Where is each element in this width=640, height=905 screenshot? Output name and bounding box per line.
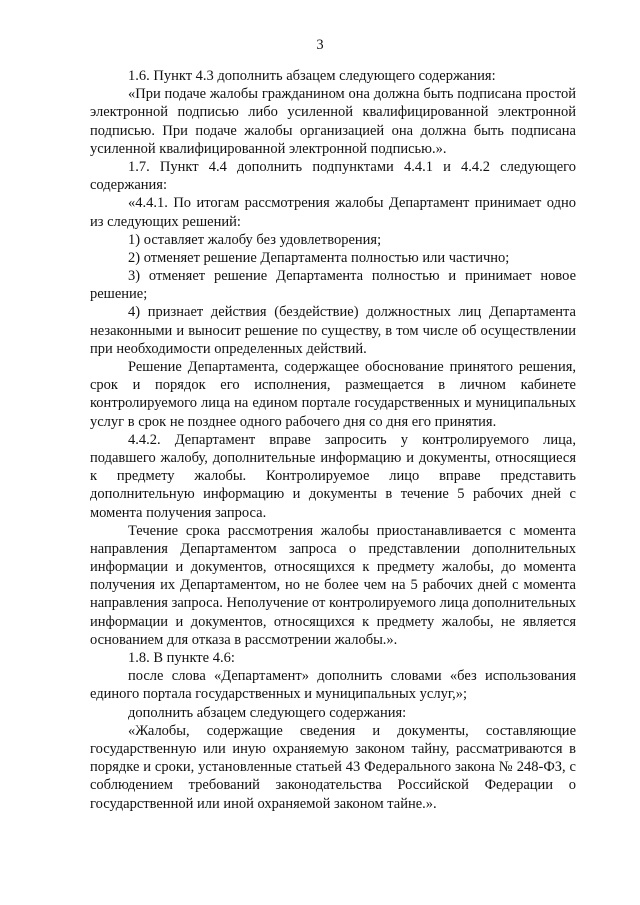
- paragraph: Решение Департамента, содержащее обоснование принятого решения, срок и порядок его исполнения, размещается в личном кабинете контролируемого лица на едином портале государственных и муниципальных услуг в срок не позднее одного рабочего дня со дня его принятия.: [90, 359, 576, 430]
- paragraph: дополнить абзацем следующего содержания:: [128, 704, 407, 721]
- paragraph: «4.4.1. По итогам рассмотрения жалобы Департамент принимает одно из следующих решений:: [90, 195, 576, 230]
- paragraph: после слова «Департамент» дополнить словами «без использования единого портала государственных и муниципальных услуг,»;: [90, 668, 576, 703]
- paragraph: 1.8. В пункте 4.6:: [128, 650, 235, 666]
- paragraph: 4) признает действия (бездействие) должностных лиц Департамента незаконными и выносит решение по существу, в том числе об осуществлении при необходимости определенных действий.: [90, 304, 576, 357]
- paragraph: 1.6. Пункт 4.3 дополнить абзацем следующего содержания:: [128, 68, 496, 84]
- page-number: 3: [316, 37, 324, 53]
- paragraph: 4.4.2. Департамент вправе запросить у контролируемого лица, подавшего жалобу, дополнительные информацию и документы, относящиеся к предмету жалобы. Контролируемое лицо вправе представить дополнительную информацию и документы в течение 5 рабочих дней с момента получения запроса.: [90, 431, 576, 521]
- paragraph: 3) отменяет решение Департамента полностью и принимает новое решение;: [90, 268, 576, 303]
- paragraph: 1.7. Пункт 4.4 дополнить подпунктами 4.4.1 и 4.4.2 следующего содержания:: [90, 158, 576, 194]
- paragraph: 1) оставляет жалобу без удовлетворения;: [128, 231, 382, 248]
- paragraph: Течение срока рассмотрения жалобы приостанавливается с момента направления Департаментом запроса о представлении дополнительных информации и документов, относящихся к предмету жалобы, до момента получения их Департаментом, но не более чем на 5 рабочих дней с момента направления запроса. Неполучение от контролируемого лица дополнительных информации и документов, относящихся к предмету жалобы, не является основанием для отказа в рассмотрении жалобы.».: [90, 522, 576, 648]
- paragraph: «Жалобы, содержащие сведения и документы, составляющие государственную или иную охраняемую законом тайну, рассматриваются в порядке и сроки, установленные статьей 43 Федерального закона № 248-ФЗ, с соблюдением требований законодательства Российской Федерации о государственной или иной охраняемой законом тайне.».: [90, 722, 576, 812]
- paragraph: 2) отменяет решение Департамента полностью или частично;: [128, 249, 510, 266]
- document-body: [90, 67, 576, 813]
- paragraph: «При подаче жалобы гражданином она должна быть подписана простой электронной подписью либо усиленной квалифицированной электронной подписью. При подаче жалобы организацией она должна быть подписана усиленной квалифицированной электронной подписью.».: [90, 86, 576, 157]
